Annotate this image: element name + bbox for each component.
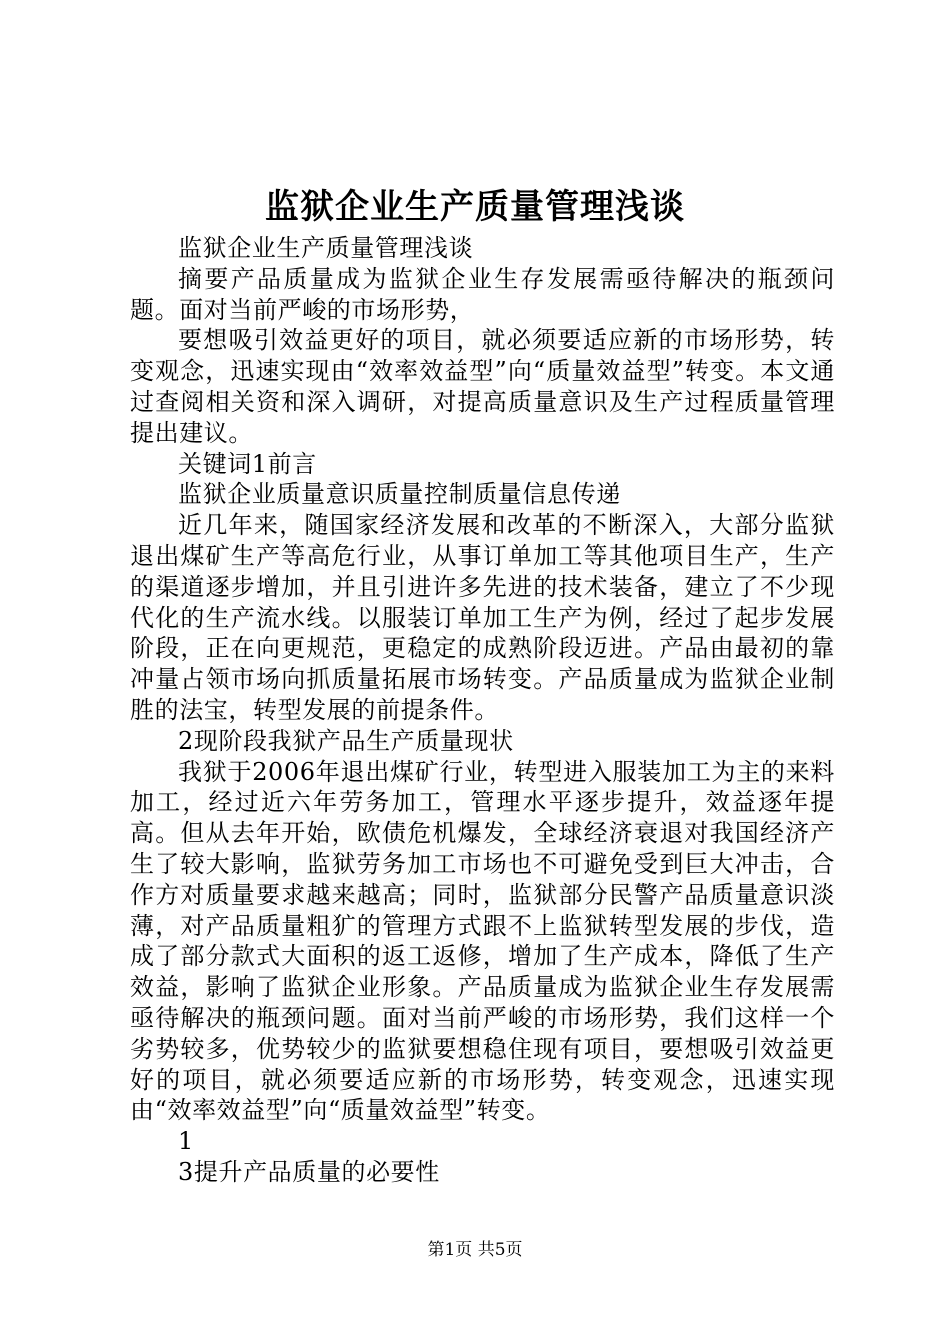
paragraph-subtitle: 监狱企业生产质量管理浅谈	[178, 234, 474, 262]
document-body	[130, 233, 835, 1188]
paragraph-number: 1	[178, 1127, 194, 1156]
page-footer: 第1页 共5页	[427, 1240, 523, 1260]
paragraph-introduction: 近几年来，随国家经济发展和改革的不断深入，大部分监狱退出煤矿生产等高危行业，从事订单加工等其他项目生产，生产的渠道逐步增加，并且引进许多先进的技术装备，建立了不少现代化的生产流水线。以服装订单加工生产为例，经过了起步发展阶段，正在向更规范，更稳定的成熟阶段迈进。产品由最初的靠冲量占领市场向抓质量拓展市场转变。产品质量成为监狱企业制胜的法宝，转型发展的前提条件。	[130, 511, 835, 724]
paragraph-keywords-heading: 关键词1前言	[178, 449, 317, 478]
paragraph-abstract-continued: 要想吸引效益更好的项目，就必须要适应新的市场形势，转变观念，迅速实现由“效率效益型”向“质量效益型”转变。本文通过查阅相关资和深入调研，对提高质量意识及生产过程质量管理提出建议。	[130, 326, 835, 447]
document-title: 监狱企业生产质量管理浅谈	[265, 187, 685, 227]
paragraph-keywords: 监狱企业质量意识质量控制质量信息传递	[178, 480, 621, 509]
paragraph-abstract: 摘要产品质量成为监狱企业生存发展需亟待解决的瓶颈问题。面对当前严峻的市场形势，	[130, 264, 835, 324]
section-heading-3: 3提升产品质量的必要性	[178, 1157, 440, 1186]
section-heading-2: 2现阶段我狱产品生产质量现状	[178, 726, 514, 755]
paragraph-current-status: 我狱于2006年退出煤矿行业，转型进入服装加工为主的来料加工，经过近六年劳务加工，管理水平逐步提升，效益逐年提高。但从去年开始，欧债危机爆发，全球经济衰退对我国经济产生了较大影响，监狱劳务加工市场也不可避免受到巨大冲击，合作方对质量要求越来越高；同时，监狱部分民警产品质量意识淡薄，对产品质量粗犷的管理方式跟不上监狱转型发展的步伐，造成了部分款式大面积的返工返修，增加了生产成本，降低了生产效益，影响了监狱企业形象。产品质量成为监狱企业生存发展需亟待解决的瓶颈问题。面对当前严峻的市场形势，我们这样一个劣势较多，优势较少的监狱要想稳住现有项目，要想吸引效益更好的项目，就必须要适应新的市场形势，转变观念，迅速实现由“效率效益型”向“质量效益型”转变。	[130, 757, 835, 1125]
